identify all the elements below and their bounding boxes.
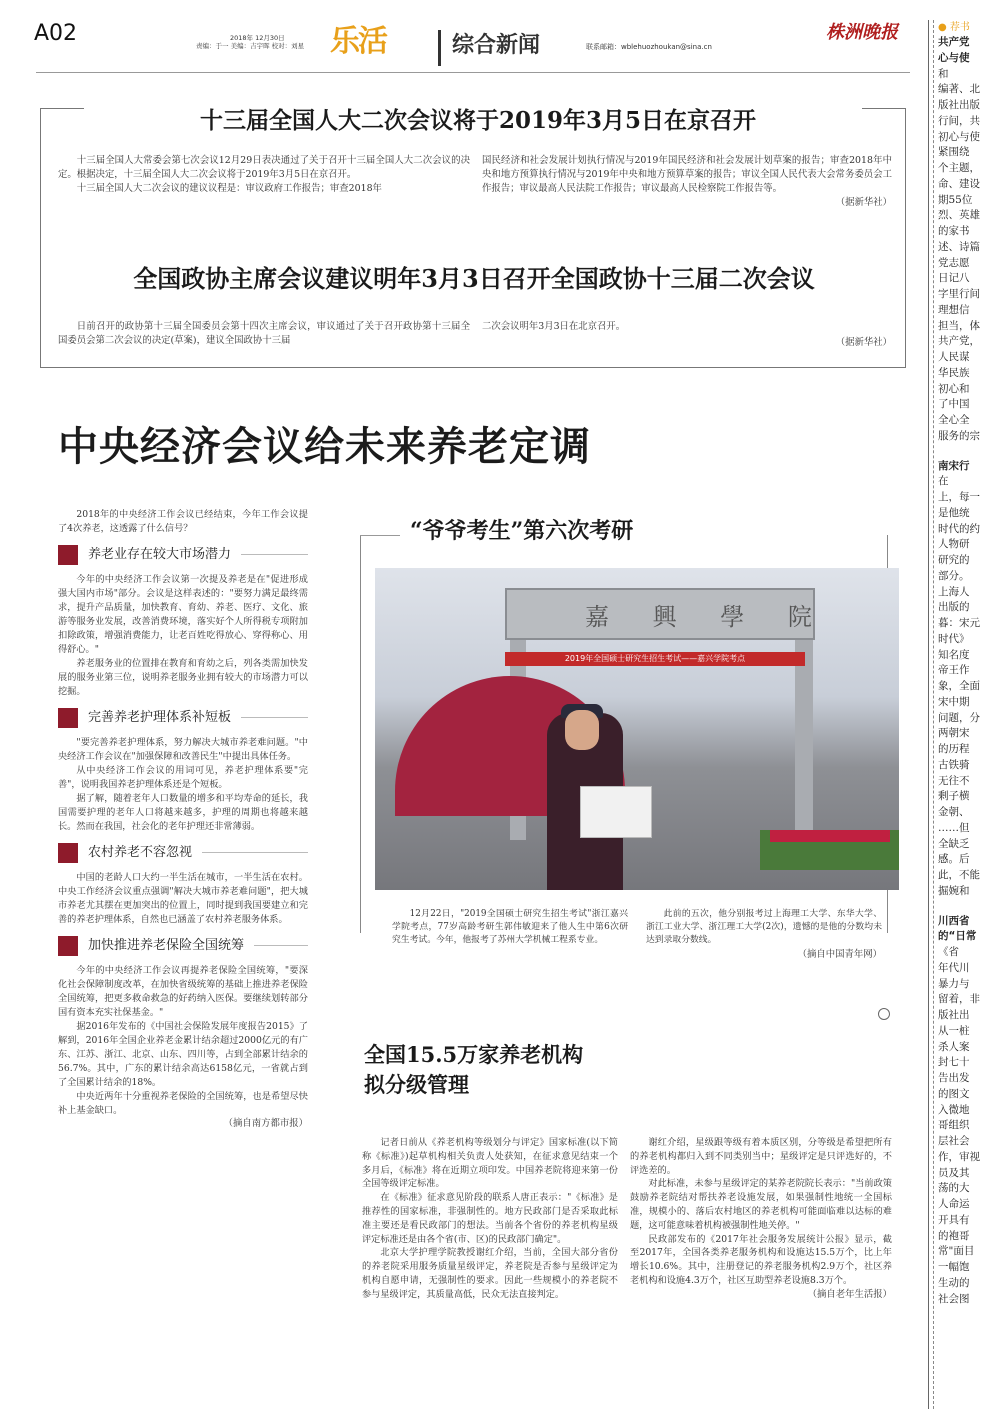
side-line: 烈、英雄 — [938, 209, 980, 222]
side-line: 知名度 — [938, 648, 970, 661]
exam-ticket — [580, 786, 652, 838]
side-line: 和 — [938, 67, 949, 80]
side-line: 宋中期 — [938, 695, 970, 708]
side-line: 述、诗篇 — [938, 240, 980, 253]
side-line: 人物研 — [938, 538, 970, 551]
side-tag: ● 荐书 — [938, 22, 970, 33]
side-line: 个主题， — [938, 162, 980, 174]
article-cppcc-para: 二次会议明年3月3日在北京召开。 — [482, 321, 626, 332]
side-line: 此，不能 — [938, 869, 980, 881]
article-pension-para: 从中央经济工作会议的用词可见，养老护理体系要"完善"，说明我国养老护理体系还是个短板。 — [58, 764, 308, 790]
side-line: ……但 — [938, 821, 970, 834]
article-pension-para: 今年的中央经济工作会议再提养老保险全国统筹，"要深化社会保障制度改革，在加快省级统筹的基础上推进养老保险全国统筹，把更多救命救急的好药纳入医保。要继续划转部分国有资本充实社保基金。" — [58, 964, 308, 1018]
side-line: 封七十 — [938, 1056, 970, 1069]
exam-caption-col1 — [392, 908, 628, 948]
article-facility-title-2: 拟分级管理 — [364, 1072, 469, 1097]
side-line: 金朝、 — [938, 806, 970, 818]
article-npc-source: （据新华社） — [835, 197, 892, 209]
side-line: 留着，非 — [938, 993, 980, 1006]
side-line: 字里行间 — [938, 288, 980, 300]
masthead-logo: 株洲晚报 — [826, 22, 898, 43]
side-line: 常"面目 — [938, 1245, 975, 1258]
page-number: A02 — [34, 21, 78, 46]
side-line: 华民族 — [938, 366, 970, 379]
article-facility-para: 北京大学护理学院教授谢红介绍，当前，全国大部分省份的养老院采用服务质量星级评定，养老院是否参与星级评定为机构自愿申请，无强制性的要求。因此一些规模小的养老院不参与星级评定，其质量高低，民众无法直接判定。 — [362, 1247, 618, 1300]
side-line: 共产党， — [938, 335, 980, 348]
side-line: 理想信 — [938, 303, 970, 316]
side-line: 人命运 — [938, 1198, 970, 1210]
article-facility-para: 民政部发布的《2017年社会服务发展统计公报》显示，截至2017年，全国各类养老服务机构和设施达15.5万个，比上年增长10.6%。其中，注册登记的养老服务机构2.9万个，社区养老机构和设施4.3万个，社区互助型养老设施8.3万个。 — [630, 1233, 892, 1286]
side-line: 时代的约 — [938, 522, 980, 535]
subheading-marker — [58, 936, 78, 956]
side-line: 上海人 — [938, 585, 970, 598]
side-line: 部分。 — [938, 569, 970, 582]
side-line: 掘婉和 — [938, 884, 970, 897]
article-pension-title: 中央经济会议给未来养老定调 — [58, 423, 591, 470]
side-line: 心与使 — [938, 51, 970, 64]
article-facility-para: 在《标准》征求意见阶段的联系人唐正表示："《标准》是推荐性的国家标准，非强制性的。地方民政部门是否采取此标准主要还是看民政部门的想法。当前各个省份的养老机构星级评定标准还是由各个省(市、区)的民政部门确定"。 — [362, 1192, 618, 1245]
side-line: 人民谋 — [938, 351, 970, 363]
subheading-marker — [58, 708, 78, 728]
exam-banner: 2019年全国硕士研究生招生考试——嘉兴学院考点 — [505, 652, 805, 666]
side-line: 暴力与 — [938, 977, 970, 990]
side-line: 期55位 — [938, 193, 973, 206]
article-facility-col1 — [362, 1136, 618, 1302]
side-line: 杀人案 — [938, 1040, 970, 1053]
face — [565, 710, 599, 750]
side-line: 生动的 — [938, 1276, 970, 1289]
side-line: 无往不 — [938, 774, 970, 787]
side-line: 编著、北 — [938, 83, 980, 96]
side-line: 南宋行 — [938, 459, 970, 472]
side-line: 党志愿 — [938, 256, 970, 269]
side-line: 初心与使 — [938, 130, 980, 143]
side-line: 作，审视 — [938, 1150, 980, 1163]
side-line: 的图文 — [938, 1087, 970, 1100]
header-rule — [36, 72, 910, 73]
side-line: 社会图 — [938, 1292, 970, 1305]
side-line: 入微地 — [938, 1103, 970, 1116]
article-pension-source: （摘自南方都市报） — [223, 1118, 308, 1130]
side-line: 暮：宋元 — [938, 617, 980, 629]
side-line: 紧围绕 — [938, 146, 970, 159]
side-line: 古铁骑 — [938, 758, 970, 771]
subheading-insurance — [58, 936, 308, 956]
side-line: 全缺乏 — [938, 837, 970, 850]
subheading-line — [254, 945, 308, 946]
side-line: 行间，共 — [938, 114, 980, 127]
exam-caption: 此前的五次，他分别报考过上海理工大学、东华大学、浙江工业大学、浙江理工大学(2次)，遗憾的是他的分数均未达到录取分数线。 — [646, 909, 882, 946]
gate-pillar — [795, 640, 813, 840]
exam-caption: 12月22日，"2019全国硕士研究生招生考试"浙江嘉兴学院考点，77岁高龄考研生郭伟敏迎来了他人生中第6次研究生考试。今年，他报考了苏州大学机械工程系专业。 — [392, 909, 628, 946]
subheading-text: 养老业存在较大市场潜力 — [88, 547, 232, 563]
box-corner-right — [862, 108, 906, 109]
subheading-text: 完善养老护理体系补短板 — [88, 709, 232, 725]
page-edge-line — [928, 20, 929, 1409]
side-line: 的袍哥 — [938, 1229, 970, 1242]
subheading-text: 农村养老不容忽视 — [88, 844, 193, 860]
issue-date: 2018年 12月30日 — [230, 34, 285, 42]
article-facility-title-1: 全国15.5万家养老机构 — [364, 1042, 584, 1067]
article-exam-title: “爷爷考生”第六次考研 — [410, 518, 634, 544]
section-title: 综合新闻 — [452, 33, 541, 58]
page-edge-dash — [933, 20, 934, 1409]
article-cppcc-title: 全国政协主席会议建议明年3月3日召开全国政协十三届二次会议 — [133, 264, 815, 293]
gate-inscription: 嘉 興 學 院 — [585, 603, 830, 631]
side-line: 川西省 — [938, 914, 970, 927]
subheading-marker — [58, 545, 78, 565]
side-line: 研究的 — [938, 554, 970, 566]
side-line: 从一桩 — [938, 1024, 970, 1037]
side-line: 哥组织 — [938, 1119, 970, 1132]
red-flowers — [770, 830, 890, 842]
contact-email: 联系邮箱：wblehuozhoukan@sina.cn — [586, 43, 712, 51]
side-line: 的家书 — [938, 225, 970, 237]
article-npc-para: 国民经济和社会发展计划执行情况与2019年国民经济和社会发展计划草案的报告；审查2018年中央和地方预算执行情况与2019年中央和地方预算草案的报告；审议全国人民代表大会常务委员会工作报告；审议最高人民法院工作报告；审议最高人民检察院工作报告等。 — [482, 155, 892, 195]
box-corner-left — [40, 108, 84, 109]
photo-box-corner — [360, 535, 400, 536]
side-line: 版社出版 — [938, 99, 980, 111]
article-npc-col1 — [58, 154, 470, 196]
side-line: 在 — [938, 475, 949, 488]
article-pension-para: 养老服务业的位置排在教育和育幼之后，列各类需加快发展的服务业第三位，说明养老服务业拥有较大的市场潜力可以挖掘。 — [58, 657, 308, 697]
article-cppcc-source: （据新华社） — [835, 337, 892, 349]
side-line: 员及其 — [938, 1166, 970, 1179]
side-line: 问题，分 — [938, 711, 980, 724]
article-pension-para: "要完善养老护理体系，努力解决大城市养老难问题。"中央经济工作会议在"加强保障和改善民生"中提出具体任务。 — [58, 736, 308, 762]
article-pension-intro: 2018年的中央经济工作会议已经结束，今年工作会议提了4次养老，这透露了什么信号？ — [58, 509, 308, 534]
article-exam-source: （摘自中国青年网） — [797, 948, 882, 960]
article-npc-title: 十三届全国人大二次会议将于2019年3月5日在京召开 — [199, 107, 757, 134]
article-cppcc-col1 — [58, 320, 470, 348]
side-line: 命、建设 — [938, 177, 980, 190]
article-facility-source: （摘自老年生活报） — [807, 1288, 892, 1300]
side-line: 是他统 — [938, 506, 970, 519]
article-npc-para: 十三届全国人大常委会第七次会议12月29日表决通过了关于召开十三届全国人大二次会议的决定。根据决定，十三届全国人大二次会议将于2019年3月5日在京召开。 — [58, 155, 470, 181]
side-line: 担当，体 — [938, 319, 980, 332]
article-pension-para: 今年的中央经济工作会议第一次提及养老是在"促进形成强大国内市场"部分。会议是这样表述的："要努力满足最终需求，提升产品质量，加快教育、育幼、养老、医疗、文化、旅游等服务业发展，改善消费环境，落实好个人所得税专项附加扣除政策，增强消费能力，让老百姓吃得放心、穿得称心、用得舒心。" — [58, 573, 308, 655]
article-pension-para: 中国的老龄人口大约一半生活在城市，一半生活在农村。中央工作经济会议重点强调"解决大城市养老难问题"，把大城市养老尤其摆在更加突出的位置上，同时提到我国要建立和完善的养老护理体系，自然也已涵盖了农村养老服务体系。 — [58, 871, 308, 925]
adjacent-page-strip — [938, 20, 985, 1409]
side-line: 版社出 — [938, 1009, 970, 1021]
side-line: 剩子横 — [938, 790, 970, 803]
subheading-text: 加快推进养老保险全国统筹 — [88, 937, 245, 953]
article-facility-para: 谢红介绍，星级跟等级有着本质区别，分等级是希望把所有的养老机构都归入到不同类别当中；星级评定是只评选好的，不评选差的。 — [630, 1137, 892, 1176]
side-line: 层社会 — [938, 1135, 970, 1147]
subheading-line — [241, 554, 308, 555]
side-line: 荡的大 — [938, 1182, 970, 1195]
editor-credits: 责编：于一 美编：吉宇晖 校对：刘星 — [196, 42, 305, 51]
side-line: 共产党 — [938, 36, 970, 48]
side-line: 初心和 — [938, 382, 970, 395]
side-line: 感。后 — [938, 853, 970, 866]
subheading-marker — [58, 843, 78, 863]
subheading-rural — [58, 843, 308, 863]
side-line: 开具有 — [938, 1213, 970, 1226]
side-line: 一幅饱 — [938, 1261, 970, 1273]
side-line: 的历程 — [938, 743, 970, 755]
exam-photo — [375, 568, 899, 890]
article-pension-para: 据了解，随着老年人口数量的增多和平均寿命的延长，我国需要护理的老年人口将越来越多，护理的周期也将越来越长。然而在我国，社会化的老年护理还非常薄弱。 — [58, 792, 308, 832]
box-end-circle — [878, 1008, 890, 1020]
article-npc-para: 十三届全国人大二次会议的建议议程是：审议政府工作报告；审查2018年 — [76, 183, 382, 195]
article-pension-body — [58, 508, 308, 1132]
subheading-care — [58, 708, 308, 728]
side-line: 上，每一 — [938, 491, 980, 503]
article-npc-col2 — [482, 154, 892, 210]
side-line: 了中国 — [938, 398, 970, 411]
article-facility-para: 对此标准，未参与星级评定的某养老院院长表示："当前政策鼓励养老院结对帮扶养老设施发展，如果强制性地统一全国标准，规模小的、落后农村地区的养老机构可能面临难以达标的难题，这可能意味着机构被强制性地关停。" — [630, 1178, 892, 1231]
side-line: 告出发 — [938, 1072, 970, 1084]
subheading-market — [58, 545, 308, 565]
side-line: 出版的 — [938, 601, 970, 614]
side-line: 的“日常 — [938, 930, 977, 943]
issue-meta — [196, 34, 304, 51]
subheading-line — [241, 717, 308, 718]
side-line: 年代川 — [938, 961, 970, 974]
exam-caption-col2 — [646, 908, 882, 962]
side-line: 日记八 — [938, 272, 970, 285]
article-facility-col2 — [630, 1136, 892, 1302]
side-line: 象，全面 — [938, 680, 980, 692]
lehuo-logo: 乐活 — [330, 24, 386, 59]
side-tag-text: 荐书 — [949, 22, 970, 33]
side-line: 帝王作 — [938, 664, 970, 677]
side-line: 服务的宗 — [938, 429, 980, 442]
side-lines — [938, 35, 985, 1307]
article-pension-para: 中央近两年十分重视养老保险的全国统筹，也是希望尽快补上基金缺口。 — [58, 1090, 308, 1116]
article-pension-para: 据2016年发布的《中国社会保险发展年度报告2015》了解到，2016年全国企业养老金累计结余超过2000亿元的有广东、江苏、浙江、北京、山东、四川等，占到全部累计结余的56.7%。其中，广东的累计结余高达6158亿元，一省就占到了全国累计结余的18%。 — [58, 1020, 308, 1088]
side-line: 两朝宋 — [938, 727, 970, 740]
article-cppcc-col2 — [482, 320, 892, 350]
article-facility-para: 记者日前从《养老机构等级划分与评定》国家标准(以下简称《标准》)起草机构相关负责人处获知，在征求意见结束一个多月后，《标准》将在近期立项印发。中国养老院将迎来第一份全国等级评定标准。 — [362, 1137, 618, 1190]
side-line: 全心全 — [938, 414, 970, 426]
article-cppcc-para: 日前召开的政协第十三届全国委员会第十四次主席会议，审议通过了关于召开政协第十三届全国委员会第二次会议的决定(草案)，建议全国政协十三届 — [58, 321, 470, 347]
side-line: 时代》 — [938, 632, 970, 645]
subheading-line — [202, 852, 308, 853]
side-line: 《省 — [938, 946, 959, 958]
header-divider — [438, 30, 441, 66]
